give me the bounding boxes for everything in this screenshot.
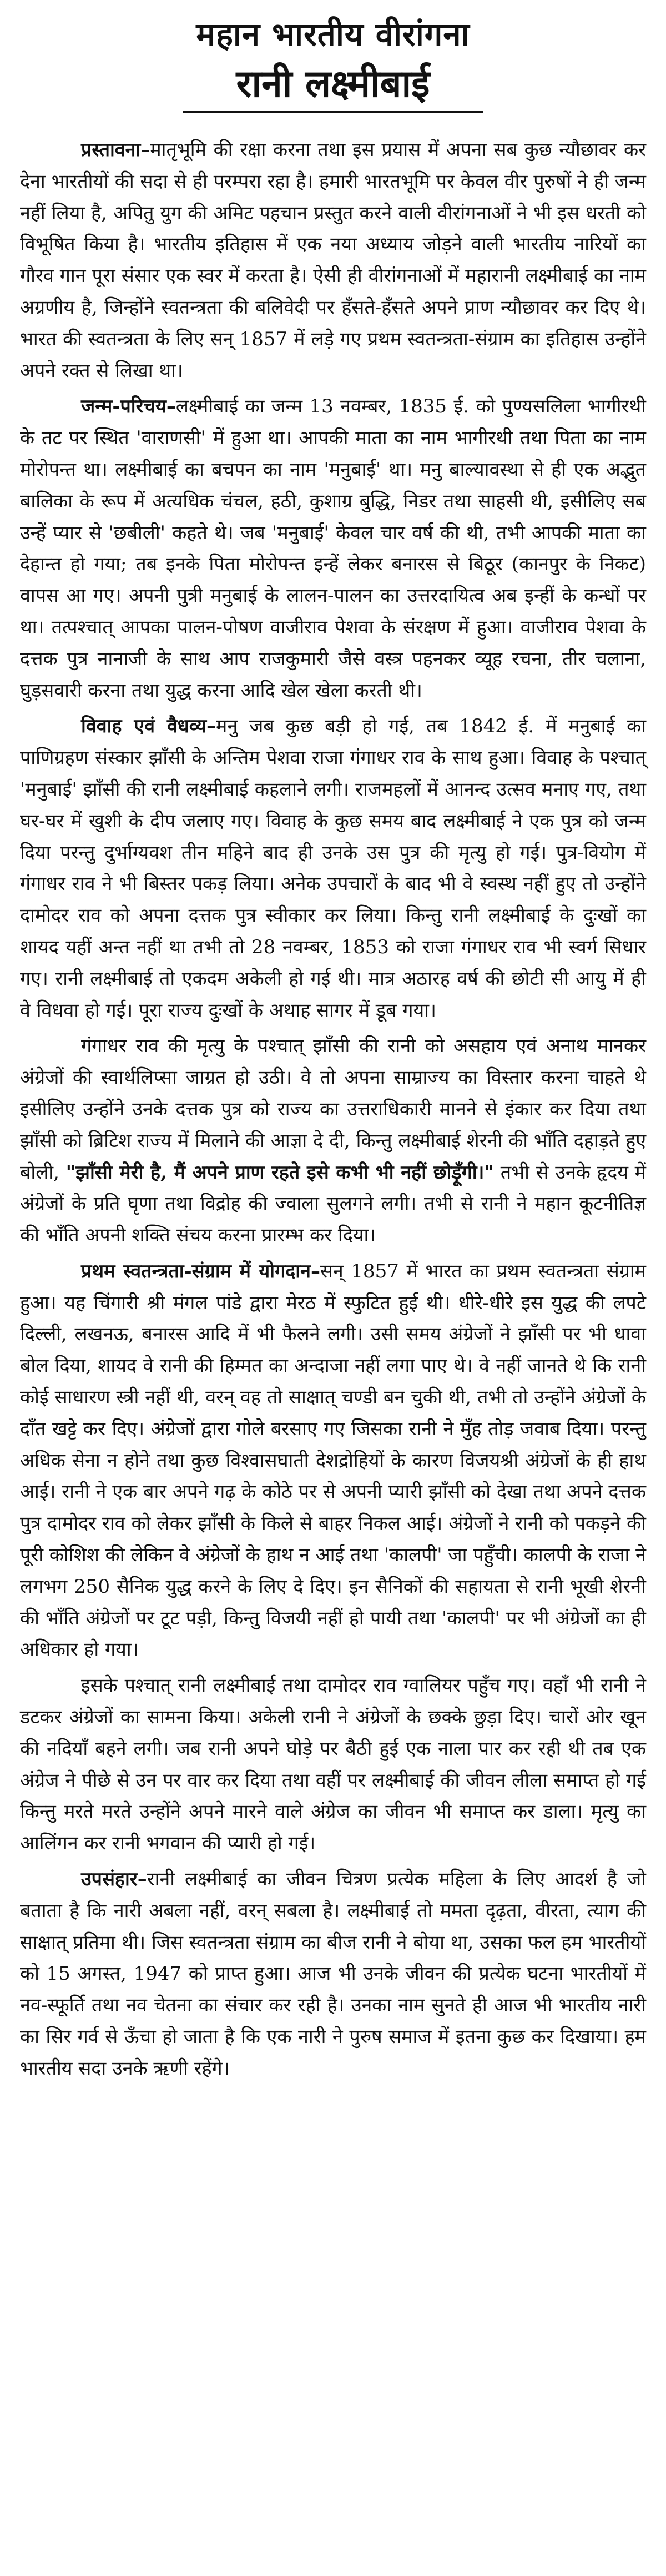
- text-marriage: मनु जब कुछ बड़ी हो गई, तब 1842 ई. में मनुबाई का पाणिग्रहण संस्कार झाँसी के अन्तिम पेशवा राजा गंगाधर राव के साथ हुआ। विवाह के पश्चात् 'मनुबाई' झाँसी की रानी लक्ष्मीबाई कहलाने लगी। राजमहलों में आनन्द उत्सव मनाए गए, तथा घर-घर में खुशी के दीप जलाए गए। विवाह के कुछ समय बाद लक्ष्मीबाई ने एक पुत्र को जन्म दिया परन्तु दुर्भाग्यवश तीन महिने बाद ही उनके उस पुत्र की मृत्यु हो गई। पुत्र-वियोग में गंगाधर राव ने भी बिस्तर पकड़ लिया। अनेक उपचारों के बाद भी वे स्वस्थ नहीं हुए तो उन्होंने दामोदर राव को अपना दत्तक पुत्र स्वीकार कर लिया। किन्तु रानी लक्ष्मीबाई के दुःखों का शायद यहीं अन्त नहीं था तभी तो 28 नवम्बर, 1853 को राजा गंगाधर राव भी स्वर्ग सिधार गए। रानी लक्ष्मीबाई तो एकदम अकेली हो गई थी। मात्र अठारह वर्ष की छोटी सी आयु में ही वे विधवा हो गई। पूरा राज्य दुःखों के अथाह सागर में डूब गया।: [20, 715, 646, 1022]
- heading-marriage: विवाह एवं वैधव्य–: [81, 715, 216, 738]
- title-underline: [183, 111, 483, 113]
- page-title: रानी लक्ष्मीबाई: [236, 62, 430, 106]
- heading-birth: जन्म-परिचय–: [81, 395, 176, 418]
- title-block: [20, 11, 646, 113]
- title-subheading: महान भारतीय वीरांगना: [196, 16, 470, 53]
- text-birth: लक्ष्मीबाई का जन्म 13 नवम्बर, 1835 ई. को पुण्यसलिला भागीरथी के तट पर स्थित 'वाराणसी' में हुआ था। आपकी माता का नाम भागीरथी तथा पिता का नाम मोरोपन्त था। लक्ष्मीबाई का बचपन का नाम 'मनुबाई' था। मनु बाल्यावस्था से ही एक अद्भुत बालिका के रूप में अत्यधिक चंचल, हठी, कुशाग्र बुद्धि, निडर तथा साहसी थी, इसीलिए सब उन्हें प्यार से 'छबीली' कहते थे। जब 'मनुबाई' केवल चार वर्ष की थी, तभी आपकी माता का देहान्त हो गया; तब इनके पिता मोरोपन्त इन्हें लेकर बनारस से बिठूर (कानपुर के निकट) वापस आ गए। अपनी पुत्री मनुबाई के लालन-पालन का उत्तरदायित्व अब इन्हीं के कन्धों पर था। तत्पश्चात् आपका पालन-पोषण वाजीराव पेशवा के संरक्षण में हुआ। वाजीराव पेशवा के दत्तक पुत्र नानाजी के साथ आप राजकुमारी जैसे वस्त्र पहनकर व्यूह रचना, तीर चलाना, घुड़सवारी करना तथा युद्ध करना आदि खेल खेला करती थी।: [20, 395, 646, 702]
- quote-annex: "झाँसी मेरी है, मैं अपने प्राण रहते इसे कभी भी नहीं छोड़ूँगी।": [65, 1161, 495, 1184]
- heading-war: प्रथम स्वतन्त्रता-संग्राम में योगदान–: [81, 1260, 320, 1282]
- paragraph-intro: [20, 134, 646, 386]
- paragraph-marriage: [20, 711, 646, 1026]
- text-war: सन् 1857 में भारत का प्रथम स्वतन्त्रता संग्राम हुआ। यह चिंगारी श्री मंगल पांडे द्वारा मेरठ में स्फुटित हुई थी। धीरे-धीरे इस युद्ध की लपटे दिल्ली, लखनऊ, बनारस आदि में भी फैलने लगी। उसी समय अंग्रेजों ने झाँसी पर भी धावा बोल दिया, शायद वे रानी की हिम्मत का अन्दाजा नहीं लगा पाए थे। वे नहीं जानते थे कि रानी कोई साधारण स्त्री नहीं थी, वरन् वह तो साक्षात् चण्डी बन चुकी थी, तभी तो उन्होंने अंग्रेजों के दाँत खट्टे कर दिए। अंग्रेजों द्वारा गोले बरसाए गए जिसका रानी ने मुँह तोड़ जवाब दिया। परन्तु अधिक सेना न होने तथा कुछ विश्वासघाती देशद्रोहियों के कारण विजयश्री अंग्रेजों के ही हाथ आई। रानी ने एक बार अपने गढ़ के कोठे पर से अपनी प्यारी झाँसी को देखा तथा अपने दत्तक पुत्र दामोदर राव को लेकर झाँसी के किले से बाहर निकल आई। अंग्रेजों ने रानी को पकड़ने की पूरी कोशिश की लेकिन वे अंग्रेजों के हाथ न आई तथा 'कालपी' जा पहुँची। कालपी के राजा ने लगभग 250 सैनिक युद्ध करने के लिए दे दिए। इन सैनिकों की सहायता से रानी भूखी शेरनी की भाँति अंग्रेजों पर टूट पड़ी, किन्तु विजयी नहीं हो पायी तथा 'कालपी' पर भी अंग्रेजों का ही अधिकार हो गया।: [20, 1260, 646, 1661]
- paragraph-gwalior: [20, 1670, 646, 1859]
- text-annex-after: तभी से उनके हृदय में अंग्रेजों के प्रति घृणा तथा विद्रोह की ज्वाला सुलगने लगी। तभी से रानी ने महान कूटनीतिज्ञ की भाँति अपनी शक्ति संचय करना प्रारम्भ कर दिया।: [20, 1161, 646, 1247]
- paragraph-annex: [20, 1030, 646, 1251]
- heading-conclusion: उपसंहार–: [81, 1868, 147, 1891]
- heading-intro: प्रस्तावना–: [81, 139, 150, 161]
- text-annex-before: गंगाधर राव की मृत्यु के पश्चात् झाँसी की रानी को असहाय एवं अनाथ मानकर अंग्रेजों की स्वार्थलिप्सा जाग्रत हो उठी। वे तो अपना साम्राज्य का विस्तार करना चाहते थे इसीलिए उन्होंने उनके दत्तक पुत्र को राज्य का उत्तराधिकारी मानने से इंकार कर दिया तथा झाँसी को ब्रिटिश राज्य में मिलाने की आज्ञा दे दी, किन्तु लक्ष्मीबाई शेरनी की भाँति दहाड़ते हुए बोली,: [20, 1035, 646, 1184]
- paragraph-conclusion: [20, 1864, 646, 2085]
- paragraph-war: [20, 1256, 646, 1666]
- paragraph-birth: [20, 391, 646, 706]
- text-conclusion: रानी लक्ष्मीबाई का जीवन चित्रण प्रत्येक महिला के लिए आदर्श है जो बताता है कि नारी अबला नहीं, वरन् सबला है। लक्ष्मीबाई तो ममता दृढ़ता, वीरता, त्याग की साक्षात् प्रतिमा थी। जिस स्वतन्त्रता संग्राम का बीज रानी ने बोया था, उसका फल हम भारतीयों को 15 अगस्त, 1947 को प्राप्त हुआ। आज भी उनके जीवन की प्रत्येक घटना भारतीयों में नव-स्फूर्ति तथा नव चेतना का संचार कर रही है। उनका नाम सुनते ही आज भी भारतीय नारी का सिर गर्व से ऊँचा हो जाता है कि एक नारी ने पुरुष समाज में इतना कुछ कर दिखाया। हम भारतीय सदा उनके ऋणी रहेंगे।: [20, 1868, 646, 2080]
- text-intro: मातृभूमि की रक्षा करना तथा इस प्रयास में अपना सब कुछ न्यौछावर कर देना भारतीयों की सदा से ही परम्परा रहा है। हमारी भारतभूमि पर केवल वीर पुरुषों ने ही जन्म नहीं लिया है, अपितु युग की अमिट पहचान प्रस्तुत करने वाली वीरांगनाओं ने भी इस धरती को विभूषित किया है। भारतीय इतिहास में एक नया अध्याय जोड़ने वाली भारतीय नारियों का गौरव गान पूरा संसार एक स्वर में करता है। ऐसी ही वीरांगनाओं में महारानी लक्ष्मीबाई का नाम अग्रणीय है, जिन्होंने स्वतन्त्रता की बलिवेदी पर हँसते-हँसते अपने प्राण न्यौछावर कर दिए थे। भारत की स्वतन्त्रता के लिए सन् 1857 में लड़े गए प्रथम स्वतन्त्रता-संग्राम का इतिहास उन्होंने अपने रक्त से लिखा था।: [20, 139, 646, 382]
- text-gwalior: इसके पश्चात् रानी लक्ष्मीबाई तथा दामोदर राव ग्वालियर पहुँच गए। वहाँ भी रानी ने डटकर अंग्रेजों का सामना किया। अकेली रानी ने अंग्रेजों के छक्के छुड़ा दिए। चारों ओर खून की नदियाँ बहने लगी। जब रानी अपने घोड़े पर बैठी हुई एक नाला पार कर रही थी तब एक अंग्रेज ने पीछे से उन पर वार कर दिया तथा वहीं पर लक्ष्मीबाई की जीवन लीला समाप्त हो गई किन्तु मरते मरते उन्होंने अपने मारने वाले अंग्रेज का जीवन भी समाप्त कर डाला। मृत्यु का आलिंगन कर रानी भगवान की प्यारी हो गई।: [20, 1674, 646, 1855]
